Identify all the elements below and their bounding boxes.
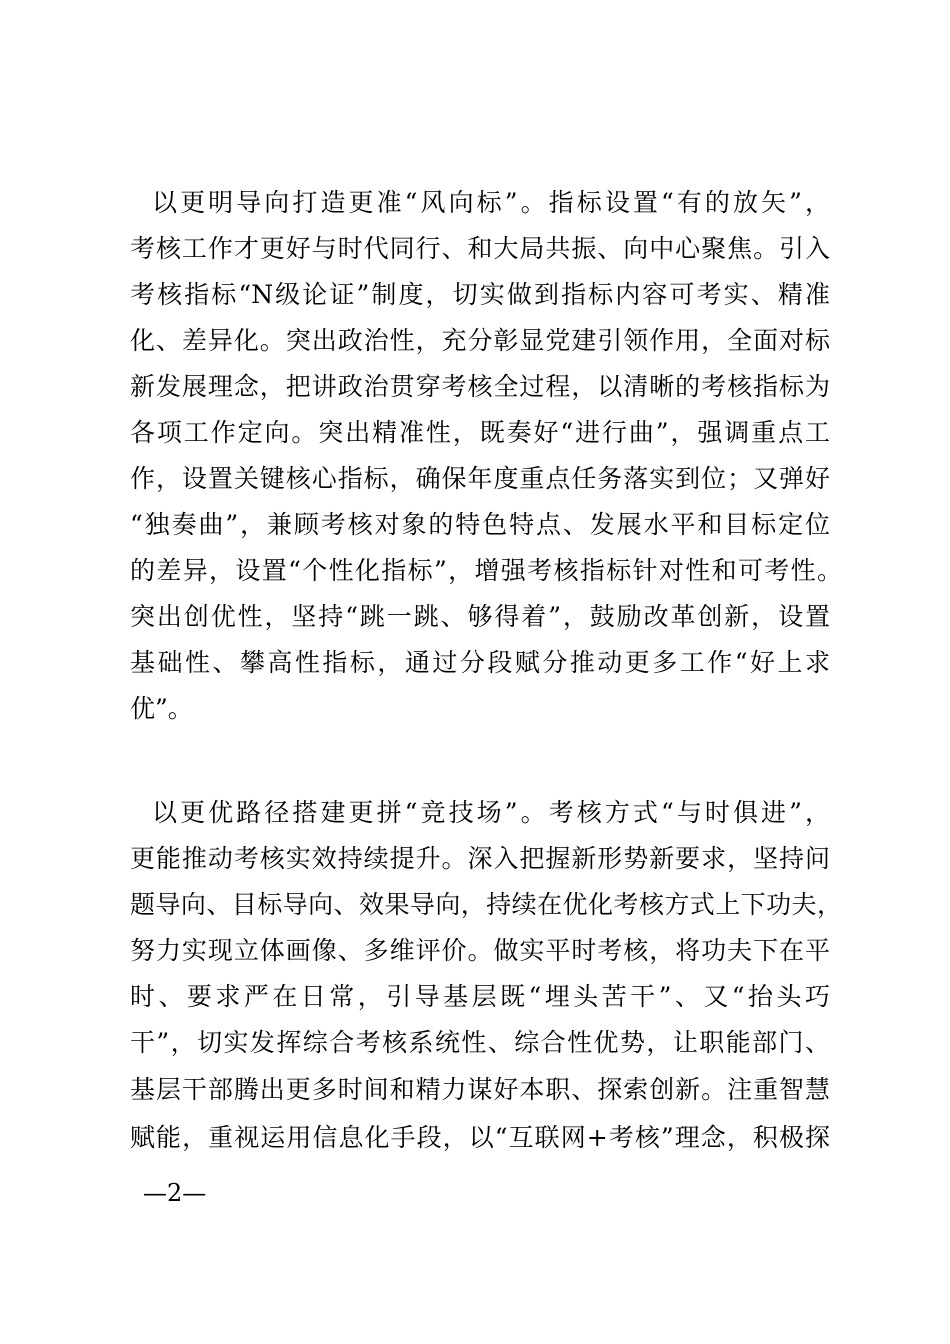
text-line: 基础性、攀高性指标，通过分段赋分推动更多工作“好上求 [130,648,830,677]
text-line: 化、差异化。突出政治性，充分彰显党建引领作用，全面对标 [130,326,830,355]
text-line: 突出创优性，坚持“跳一跳、够得着”，鼓励改革创新，设置 [130,602,830,631]
text-line: 以更明导向打造更准“风向标”。指标设置“有的放矢”， [152,188,830,217]
text-line: 基层干部腾出更多时间和精力谋好本职、探索创新。注重智慧 [130,1075,830,1104]
page-number: —2— [143,1179,207,1207]
text-line: 优”。 [130,694,193,723]
text-line: 新发展理念，把讲政治贯穿考核全过程，以清晰的考核指标为 [130,372,830,401]
text-line: 的差异，设置“个性化指标”，增强考核指标针对性和可考性。 [130,556,842,585]
text-line: 考核工作才更好与时代同行、和大局共振、向中心聚焦。引入 [130,234,830,263]
text-line: 题导向、目标导向、效果导向，持续在优化考核方式上下功夫， [130,890,842,919]
text-line: 各项工作定向。突出精准性，既奏好“进行曲”，强调重点工 [130,418,830,447]
text-line: 时、要求严在日常，引导基层既“埋头苦干”、又“抬头巧 [130,982,830,1011]
text-line: 考核指标“N级论证”制度，切实做到指标内容可考实、精准 [130,280,830,309]
text-line: 以更优路径搭建更拼“竞技场”。考核方式“与时俱进”， [152,798,830,827]
text-line: “独奏曲”，兼顾考核对象的特色特点、发展水平和目标定位 [130,510,830,539]
text-line: 更能推动考核实效持续提升。深入把握新形势新要求，坚持问 [130,844,830,873]
text-line: 作，设置关键核心指标，确保年度重点任务落实到位；又弹好 [130,464,830,493]
text-line: 赋能，重视运用信息化手段，以“互联网+考核”理念，积极探 [130,1123,830,1152]
text-line: 努力实现立体画像、多维评价。做实平时考核，将功夫下在平 [130,936,830,965]
text-line: 干”，切实发挥综合考核系统性、综合性优势，让职能部门、 [130,1028,830,1057]
